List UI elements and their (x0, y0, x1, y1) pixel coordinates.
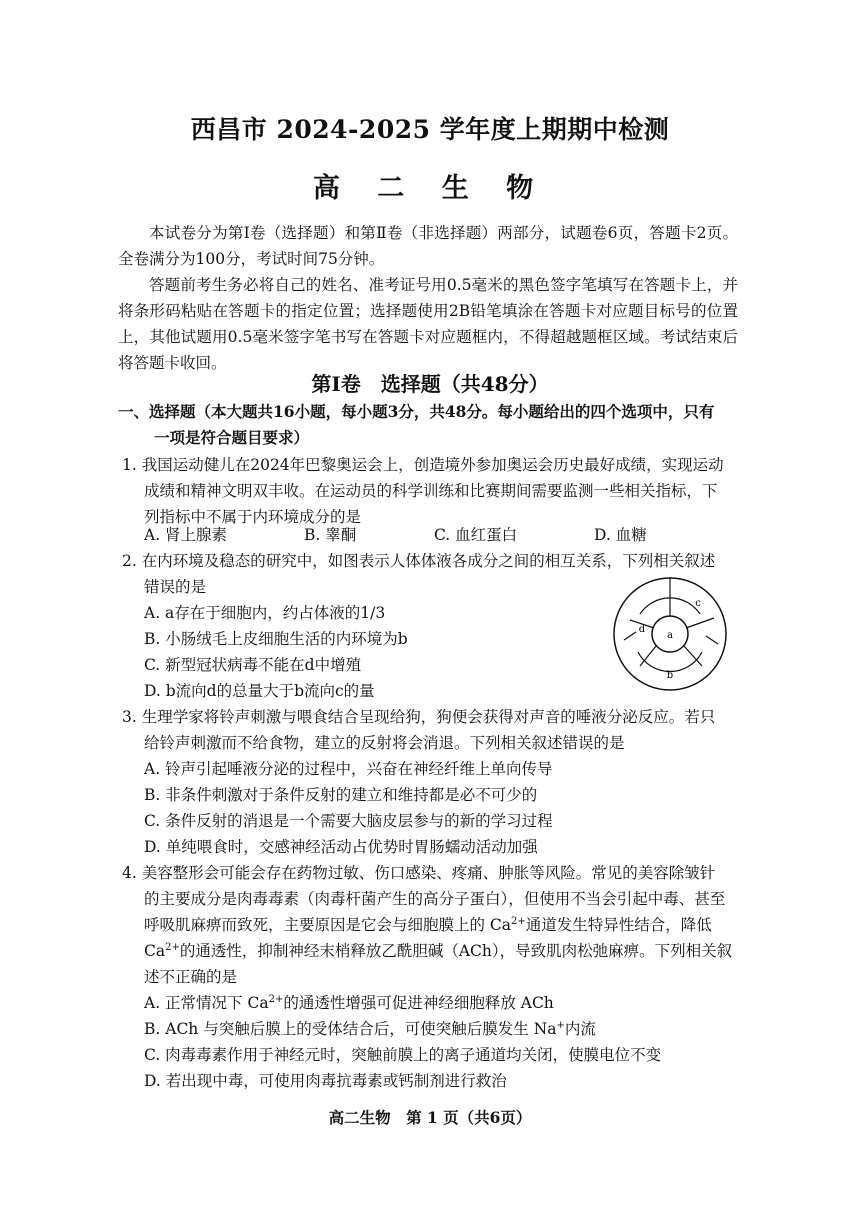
exam-title: 西昌市 2024-2025 学年度上期期中检测 (190, 115, 670, 144)
q1-option-d: D. 血糖 (594, 526, 647, 544)
q2-option-a: A. a存在于细胞内，约占体液的1/3 (144, 604, 386, 622)
subject-title: 高 二 生 物 (312, 173, 548, 204)
diagram-label-b: b (666, 670, 674, 681)
diagram-line-6 (624, 632, 636, 640)
diagram-line-7 (706, 636, 718, 644)
q1-option-b: B. 睾酮 (304, 526, 357, 544)
diagram-label-d: d (638, 624, 646, 635)
diagram-line-4 (640, 646, 656, 666)
section-title: 第Ⅰ卷 选择题（共48分） (311, 372, 549, 396)
q4-stem-line-2: 的主要成分是肉毒毒素（肉毒杆菌产生的高分子蛋白），但使用不当会引起中毒、甚至 (144, 890, 726, 908)
diagram-line-3 (686, 618, 714, 628)
q3-option-c: C. 条件反射的消退是一个需要大脑皮层参与的新的学习过程 (144, 812, 553, 830)
instruction-paragraph-1: 本试卷分为第Ⅰ卷（选择题）和第Ⅱ卷（非选择题）两部分，试题卷6页，答题卡2页。全卷满分为100分，考试时间75分钟。 (118, 224, 738, 268)
q4-option-b: B. ACh 与突触后膜上的受体结合后，可使突触后膜发生 Na+内流 (144, 1019, 596, 1038)
q1-stem-line-1: 1. 我国运动健儿在2024年巴黎奥运会上，创造境外参加奥运会历史最好成绩，实现运动 (122, 456, 724, 474)
q4-stem-line-1: 4. 美容整形会可能会存在药物过敏、伤口感染、疼痛、肿胀等风险。常见的美容除皱针 (122, 864, 716, 882)
q3-option-b: B. 非条件刺激对于条件反射的建立和维持都是必不可少的 (144, 786, 538, 804)
q2-stem-line-1: 2. 在内环境及稳态的研究中，如图表示人体体液各成分之间的相互关系，下列相关叙述 (122, 552, 716, 570)
diagram-label-c: c (695, 598, 701, 609)
q4-stem-line-4: $Ca^{2+}$的通透性，抑制神经末梢释放乙酰胆碱（ACh），导致肌肉松弛麻痹。下列相关叙 (144, 941, 733, 960)
q4-stem-line-3: 呼吸肌麻痹而致死，主要原因是它会与细胞膜上的 $Ca^{2+}$通道发生特异性结合，降低 (144, 915, 712, 934)
q2-stem-line-2: 错误的是 (144, 578, 207, 596)
instruction-paragraph-2: 答题前考生务必将自己的姓名、准考证号用0.5毫米的黑色签字笔填写在答题卡上，并将条形码粘贴在答题卡的指定位置；选择题使用2B铅笔填涂在答题卡对应题目标号的位置上，其他试题用0.5毫米签字笔书写在答题卡对应题框内，不得超越题框区域。考试结束后将答题卡收回。 (118, 276, 738, 372)
q2-option-c: C. 新型冠状病毒不能在d中增殖 (144, 656, 362, 674)
section-heading-line-2: 一项是符合题目要求） (154, 428, 310, 447)
q4-stem-line-5: 述不正确的是 (144, 968, 238, 986)
diagram-label-a: a (667, 630, 673, 641)
q1-option-a: A. 肾上腺素 (144, 526, 228, 544)
q4-option-d: D. 若出现中毒，可使用肉毒抗毒素或钙制剂进行救治 (144, 1072, 507, 1090)
page-footer: 高二生物 第 1 页（共6页） (328, 1108, 532, 1127)
q4-option-a: A. 正常情况下 $Ca^{2+}$的通透性增强可促进神经细胞释放 ACh (144, 993, 554, 1012)
q1-stem-line-3: 列指标中不属于内环境成分的是 (144, 508, 362, 526)
q3-option-a: A. 铃声引起唾液分泌的过程中，兴奋在神经纤维上单向传导 (144, 760, 553, 778)
q1-stem-line-2: 成绩和精神文明双丰收。在运动员的科学训练和比赛期间需要监测一些相关指标，下 (144, 482, 718, 500)
q4-option-c: C. 肉毒毒素作用于神经元时，突触前膜上的离子通道均关闭，使膜电位不变 (144, 1046, 662, 1064)
q1-option-c: C. 血红蛋白 (434, 526, 518, 544)
q3-option-d: D. 单纯喂食时，交感神经活动占优势时胃肠蠕动活动加强 (144, 838, 538, 856)
body-fluid-diagram (610, 574, 730, 694)
q3-stem-line-1: 3. 生理学家将铃声刺激与喂食结合呈现给狗，狗便会获得对声音的唾液分泌反应。若只 (122, 708, 716, 726)
q2-option-d: D. b流向d的总量大于b流向c的量 (144, 682, 375, 700)
q2-option-b: B. 小肠绒毛上皮细胞生活的内环境为b (144, 630, 408, 648)
q3-stem-line-2: 给铃声刺激而不给食物，建立的反射将会消退。下列相关叙述错误的是 (144, 734, 625, 752)
section-heading-line-1: 一、选择题（本大题共16小题，每小题3分，共48分。每小题给出的四个选项中，只有 (118, 402, 715, 421)
